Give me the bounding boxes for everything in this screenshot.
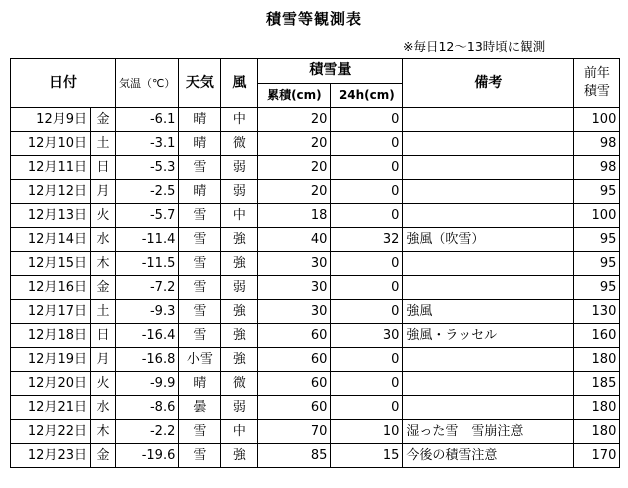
weather-cell: 雪 <box>179 324 221 348</box>
remarks-cell: 強風・ラッセル <box>403 324 574 348</box>
day-of-week-cell: 水 <box>91 228 116 252</box>
date-cell: 12月23日 <box>11 444 91 468</box>
table-row <box>11 180 620 204</box>
remarks-cell <box>403 156 574 180</box>
temperature-cell: -16.8 <box>116 348 179 372</box>
wind-cell: 強 <box>221 324 258 348</box>
remarks-cell: 強風（吹雪） <box>403 228 574 252</box>
previous-year-snow-cell: 185 <box>574 372 620 396</box>
remarks-cell <box>403 180 574 204</box>
table-row <box>11 156 620 180</box>
date-cell: 12月22日 <box>11 420 91 444</box>
temperature-cell: -5.7 <box>116 204 179 228</box>
page-title: 積雪等観測表 <box>265 10 362 28</box>
day-of-week-cell: 土 <box>91 300 116 324</box>
wind-cell: 中 <box>221 420 258 444</box>
remarks-cell <box>403 204 574 228</box>
table-row <box>11 444 620 468</box>
day-of-week-cell: 火 <box>91 204 116 228</box>
previous-year-snow-cell: 100 <box>574 108 620 132</box>
snow-total-cell: 60 <box>258 372 331 396</box>
date-cell: 12月21日 <box>11 396 91 420</box>
remarks-cell <box>403 132 574 156</box>
snow-total-cell: 30 <box>258 252 331 276</box>
header-wind: 風 <box>221 59 258 108</box>
previous-year-snow-cell: 130 <box>574 300 620 324</box>
table-row <box>11 300 620 324</box>
date-cell: 12月10日 <box>11 132 91 156</box>
snow-24h-cell: 0 <box>331 300 403 324</box>
date-cell: 12月18日 <box>11 324 91 348</box>
weather-cell: 雪 <box>179 252 221 276</box>
date-cell: 12月13日 <box>11 204 91 228</box>
temperature-cell: -6.1 <box>116 108 179 132</box>
weather-cell: 晴 <box>179 372 221 396</box>
previous-year-snow-cell: 98 <box>574 132 620 156</box>
day-of-week-cell: 木 <box>91 252 116 276</box>
table-row <box>11 108 620 132</box>
snow-total-cell: 85 <box>258 444 331 468</box>
header-snow-24h: 24h(cm) <box>331 83 403 108</box>
weather-cell: 曇 <box>179 396 221 420</box>
remarks-cell: 今後の積雪注意 <box>403 444 574 468</box>
date-cell: 12月17日 <box>11 300 91 324</box>
weather-cell: 雪 <box>179 156 221 180</box>
snow-24h-cell: 0 <box>331 132 403 156</box>
day-of-week-cell: 水 <box>91 396 116 420</box>
table-row <box>11 372 620 396</box>
temperature-cell: -3.1 <box>116 132 179 156</box>
previous-year-snow-cell: 98 <box>574 156 620 180</box>
snow-total-cell: 20 <box>258 180 331 204</box>
date-cell: 12月11日 <box>11 156 91 180</box>
remarks-cell <box>403 396 574 420</box>
weather-cell: 晴 <box>179 108 221 132</box>
temperature-cell: -11.4 <box>116 228 179 252</box>
snow-total-cell: 18 <box>258 204 331 228</box>
day-of-week-cell: 月 <box>91 348 116 372</box>
remarks-cell <box>403 372 574 396</box>
previous-year-snow-cell: 95 <box>574 180 620 204</box>
date-cell: 12月12日 <box>11 180 91 204</box>
table-row <box>11 204 620 228</box>
wind-cell: 弱 <box>221 156 258 180</box>
snow-24h-cell: 0 <box>331 204 403 228</box>
snow-24h-cell: 10 <box>331 420 403 444</box>
header-previous-year-line2: 積雪 <box>583 84 610 99</box>
snow-24h-cell: 0 <box>331 156 403 180</box>
day-of-week-cell: 金 <box>91 108 116 132</box>
temperature-cell: -9.3 <box>116 300 179 324</box>
observation-note: ※毎日12〜13時頃に観測 <box>403 39 546 54</box>
header-row-1 <box>11 59 620 84</box>
date-cell: 12月15日 <box>11 252 91 276</box>
temperature-cell: -8.6 <box>116 396 179 420</box>
header-previous-year-line1: 前年 <box>583 66 610 81</box>
temperature-cell: -5.3 <box>116 156 179 180</box>
weather-cell: 雪 <box>179 228 221 252</box>
snow-24h-cell: 0 <box>331 396 403 420</box>
snow-24h-cell: 0 <box>331 276 403 300</box>
date-cell: 12月19日 <box>11 348 91 372</box>
remarks-cell <box>403 108 574 132</box>
table-row <box>11 396 620 420</box>
wind-cell: 中 <box>221 204 258 228</box>
header-snow-total: 累積(cm) <box>258 83 331 108</box>
day-of-week-cell: 火 <box>91 372 116 396</box>
temperature-cell: -19.6 <box>116 444 179 468</box>
date-cell: 12月14日 <box>11 228 91 252</box>
header-date: 日付 <box>11 59 116 108</box>
temperature-cell: -16.4 <box>116 324 179 348</box>
previous-year-snow-cell: 100 <box>574 204 620 228</box>
wind-cell: 強 <box>221 444 258 468</box>
wind-cell: 弱 <box>221 180 258 204</box>
wind-cell: 強 <box>221 252 258 276</box>
day-of-week-cell: 金 <box>91 444 116 468</box>
snow-total-cell: 60 <box>258 348 331 372</box>
snow-total-cell: 20 <box>258 156 331 180</box>
temperature-cell: -2.2 <box>116 420 179 444</box>
previous-year-snow-cell: 180 <box>574 420 620 444</box>
day-of-week-cell: 日 <box>91 156 116 180</box>
weather-cell: 晴 <box>179 180 221 204</box>
table-row <box>11 252 620 276</box>
snow-total-cell: 60 <box>258 324 331 348</box>
weather-cell: 晴 <box>179 132 221 156</box>
previous-year-snow-cell: 95 <box>574 276 620 300</box>
temperature-cell: -7.2 <box>116 276 179 300</box>
remarks-cell <box>403 348 574 372</box>
header-previous-year-snow <box>574 59 620 108</box>
table-row <box>11 228 620 252</box>
snow-total-cell: 60 <box>258 396 331 420</box>
remarks-cell: 強風 <box>403 300 574 324</box>
temperature-cell: -11.5 <box>116 252 179 276</box>
previous-year-snow-cell: 180 <box>574 396 620 420</box>
remarks-cell <box>403 276 574 300</box>
day-of-week-cell: 金 <box>91 276 116 300</box>
previous-year-snow-cell: 95 <box>574 252 620 276</box>
day-of-week-cell: 木 <box>91 420 116 444</box>
snow-24h-cell: 0 <box>331 108 403 132</box>
snow-24h-cell: 30 <box>331 324 403 348</box>
previous-year-snow-cell: 160 <box>574 324 620 348</box>
wind-cell: 微 <box>221 132 258 156</box>
day-of-week-cell: 土 <box>91 132 116 156</box>
wind-cell: 弱 <box>221 276 258 300</box>
wind-cell: 中 <box>221 108 258 132</box>
weather-cell: 雪 <box>179 300 221 324</box>
snow-total-cell: 70 <box>258 420 331 444</box>
header-remarks: 備考 <box>403 59 574 108</box>
snow-total-cell: 30 <box>258 300 331 324</box>
wind-cell: 強 <box>221 300 258 324</box>
weather-cell: 雪 <box>179 276 221 300</box>
remarks-cell <box>403 252 574 276</box>
temperature-cell: -9.9 <box>116 372 179 396</box>
weather-cell: 雪 <box>179 444 221 468</box>
wind-cell: 弱 <box>221 396 258 420</box>
wind-cell: 強 <box>221 228 258 252</box>
weather-cell: 雪 <box>179 204 221 228</box>
date-cell: 12月20日 <box>11 372 91 396</box>
temperature-cell: -2.5 <box>116 180 179 204</box>
header-temperature: 気温（℃） <box>116 59 179 108</box>
wind-cell: 微 <box>221 372 258 396</box>
snow-24h-cell: 0 <box>331 348 403 372</box>
snow-total-cell: 30 <box>258 276 331 300</box>
header-weather: 天気 <box>179 59 221 108</box>
date-cell: 12月9日 <box>11 108 91 132</box>
previous-year-snow-cell: 170 <box>574 444 620 468</box>
snow-24h-cell: 0 <box>331 252 403 276</box>
table-row <box>11 324 620 348</box>
snow-24h-cell: 0 <box>331 180 403 204</box>
day-of-week-cell: 月 <box>91 180 116 204</box>
day-of-week-cell: 日 <box>91 324 116 348</box>
table-row <box>11 132 620 156</box>
snow-observation-table <box>10 58 620 468</box>
wind-cell: 強 <box>221 348 258 372</box>
snow-total-cell: 20 <box>258 132 331 156</box>
table-row <box>11 276 620 300</box>
remarks-cell: 湿った雪 雪崩注意 <box>403 420 574 444</box>
header-snow-amount: 積雪量 <box>258 59 403 84</box>
table-row <box>11 348 620 372</box>
snow-total-cell: 40 <box>258 228 331 252</box>
snow-total-cell: 20 <box>258 108 331 132</box>
snow-24h-cell: 0 <box>331 372 403 396</box>
weather-cell: 雪 <box>179 420 221 444</box>
table-row <box>11 420 620 444</box>
previous-year-snow-cell: 95 <box>574 228 620 252</box>
date-cell: 12月16日 <box>11 276 91 300</box>
weather-cell: 小雪 <box>179 348 221 372</box>
snow-24h-cell: 15 <box>331 444 403 468</box>
snow-24h-cell: 32 <box>331 228 403 252</box>
previous-year-snow-cell: 180 <box>574 348 620 372</box>
